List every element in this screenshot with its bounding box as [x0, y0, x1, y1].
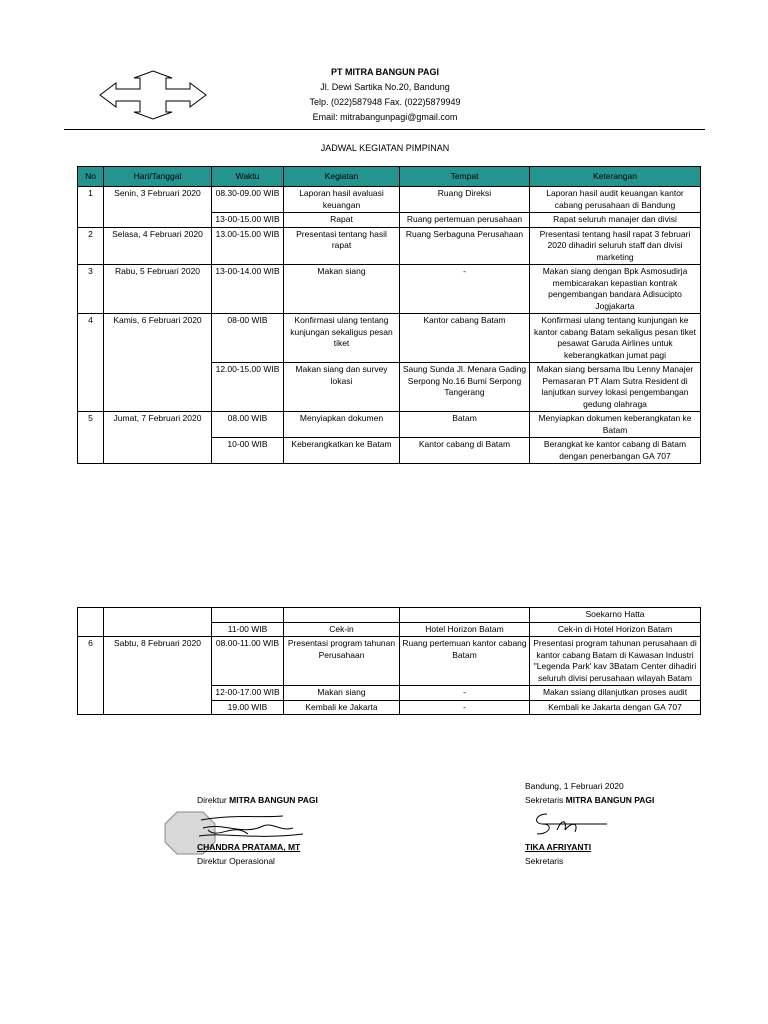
row-time: 10-00 WIB: [212, 438, 284, 464]
row-note: Presentasi tentang hasil rapat 3 februari 2020 dihadiri seluruh staff dan divisi marketing: [530, 227, 701, 265]
director-name: CHANDRA PRATAMA, MT: [197, 842, 301, 852]
row-time: 08.00-11.00 WIB: [212, 637, 284, 686]
row-time: 12-00-17.00 WIB: [212, 686, 284, 701]
row-activity: Rapat: [284, 213, 400, 228]
director-position: Direktur Operasional: [197, 856, 275, 866]
schedule-table-continued: [77, 607, 701, 715]
row-place: Kantor cabang Batam: [400, 314, 530, 363]
row-time: 08.30-09.00 WIB: [212, 187, 284, 213]
row-note: Konfirmasi ulang tentang kunjungan ke kantor cabang Batam sekaligus pesan tiket pesawat Garuda Airlines untuk keberangkatkan jumat pagi: [530, 314, 701, 363]
row-no: 6: [78, 637, 104, 715]
row-time: 13-00-14.00 WIB: [212, 265, 284, 314]
row-place: [400, 608, 530, 623]
header-divider: [64, 129, 705, 130]
row-note: Kembali ke Jakarta dengan GA 707: [530, 700, 701, 715]
row-date: Senin, 3 Februari 2020: [104, 187, 212, 228]
row-date: Kamis, 6 Februari 2020: [104, 314, 212, 412]
row-note: Menyiapkan dokumen keberangkatan ke Batam: [530, 412, 701, 438]
row-activity: Makan siang dan survey lokasi: [284, 363, 400, 412]
row-place: Ruang pertemuan kantor cabang Batam: [400, 637, 530, 686]
row-note: Cek-in di Hotel Horizon Batam: [530, 622, 701, 637]
table-row: [78, 637, 701, 686]
row-place: Saung Sunda Jl. Menara Gading Serpong No.16 Bumi Serpong Tangerang: [400, 363, 530, 412]
secretary-signature: [527, 810, 612, 840]
row-activity: Menyiapkan dokumen: [284, 412, 400, 438]
row-place: Batam: [400, 412, 530, 438]
row-no: 4: [78, 314, 104, 412]
table-row: [78, 265, 701, 314]
row-activity: [284, 608, 400, 623]
col-header-no: No: [78, 167, 104, 187]
row-no: 5: [78, 412, 104, 464]
row-time: 13-00-15.00 WIB: [212, 213, 284, 228]
row-place: Kantor cabang di Batam: [400, 438, 530, 464]
company-logo: [98, 70, 208, 120]
col-header-note: Keterangan: [530, 167, 701, 187]
director-signature-block: [197, 793, 318, 807]
row-place: Ruang Serbaguna Perusahaan: [400, 227, 530, 265]
row-note: Soekarno Hatta: [530, 608, 701, 623]
row-note: Laporan hasil audit keuangan kantor cabang perusahaan di Bandung: [530, 187, 701, 213]
col-header-place: Tempat: [400, 167, 530, 187]
row-time: 08-00 WIB: [212, 314, 284, 363]
row-activity: Cek-in: [284, 622, 400, 637]
secretary-role: Sekretaris MITRA BANGUN PAGI: [525, 795, 655, 805]
row-note: Makan siang bersama Ibu Lenny Manajer Pemasaran PT Alam Sutra Resident di lanjutkan survey lokasi pengembangan gedung olahraga: [530, 363, 701, 412]
row-place: Ruang pertemuan perusahaan: [400, 213, 530, 228]
row-note: Presentasi program tahunan perusahaan di kantor cabang Batam di Kawasan Industri "Legenda Park' kav 3Batam Center dihadiri seluruh divisi perusahaan wilayah Batam: [530, 637, 701, 686]
director-name-block: [197, 840, 300, 868]
row-place: Hotel Horizon Batam: [400, 622, 530, 637]
col-header-date: Hari/Tanggal: [104, 167, 212, 187]
row-activity: Makan siang: [284, 686, 400, 701]
table-row: [78, 314, 701, 363]
row-note: Makan siang dengan Bpk Asmosudirja membicarakan kepastian kontrak pengembangan bandara Adisucipto Jogjakarta: [530, 265, 701, 314]
row-place: Ruang Direksi: [400, 187, 530, 213]
company-name: PT MITRA BANGUN PAGI: [331, 67, 439, 77]
row-time: 08.00 WIB: [212, 412, 284, 438]
row-date: Selasa, 4 Februari 2020: [104, 227, 212, 265]
company-email: Email: mitrabangunpagi@gmail.com: [312, 112, 458, 122]
col-header-activity: Kegiatan: [284, 167, 400, 187]
letter-date: Bandung, 1 Februari 2020: [525, 781, 624, 791]
table-row: [78, 412, 701, 438]
row-place: -: [400, 265, 530, 314]
col-header-time: Waktu: [212, 167, 284, 187]
letterhead: [230, 65, 540, 125]
row-no: 2: [78, 227, 104, 265]
company-phone: Telp. (022)587948 Fax. (022)5879949: [309, 97, 461, 107]
row-date: Rabu, 5 Februari 2020: [104, 265, 212, 314]
schedule-table: [77, 166, 701, 464]
row-place: -: [400, 700, 530, 715]
row-activity: Laporan hasil avaluasi keuangan: [284, 187, 400, 213]
row-no: [78, 608, 104, 637]
row-time: 12.00-15.00 WIB: [212, 363, 284, 412]
row-activity: Kembali ke Jakarta: [284, 700, 400, 715]
secretary-signature-block: [525, 779, 654, 807]
row-place: -: [400, 686, 530, 701]
row-no: 3: [78, 265, 104, 314]
row-time: 13.00-15.00 WIB: [212, 227, 284, 265]
row-note: Berangkat ke kantor cabang di Batam dengan penerbangan GA 707: [530, 438, 701, 464]
row-date: Sabtu, 8 Februari 2020: [104, 637, 212, 715]
row-time: [212, 608, 284, 623]
row-activity: Keberangkatkan ke Batam: [284, 438, 400, 464]
row-time: 19.00 WIB: [212, 700, 284, 715]
table-row: [78, 187, 701, 213]
row-date: Jumat, 7 Februari 2020: [104, 412, 212, 464]
row-activity: Makan siang: [284, 265, 400, 314]
table-row: [78, 227, 701, 265]
row-activity: Presentasi program tahunan Perusahaan: [284, 637, 400, 686]
row-note: Makan ssiang dilanjutkan proses audit: [530, 686, 701, 701]
row-note: Rapat seluruh manajer dan divisi: [530, 213, 701, 228]
secretary-name: TIKA AFRIYANTI: [525, 842, 592, 852]
secretary-position: Sekretaris: [525, 856, 564, 866]
row-time: 11-00 WIB: [212, 622, 284, 637]
row-activity: Presentasi tentang hasil rapat: [284, 227, 400, 265]
table-header-row: [78, 167, 701, 187]
secretary-name-block: [525, 840, 591, 868]
row-no: 1: [78, 187, 104, 228]
table-row: [78, 608, 701, 623]
director-role: Direktur MITRA BANGUN PAGI: [197, 795, 318, 805]
company-address: Jl. Dewi Sartika No.20, Bandung: [320, 82, 450, 92]
row-date: [104, 608, 212, 637]
document-title: JADWAL KEGIATAN PIMPINAN: [320, 143, 450, 153]
row-activity: Konfirmasi ulang tentang kunjungan sekaligus pesan tiket: [284, 314, 400, 363]
